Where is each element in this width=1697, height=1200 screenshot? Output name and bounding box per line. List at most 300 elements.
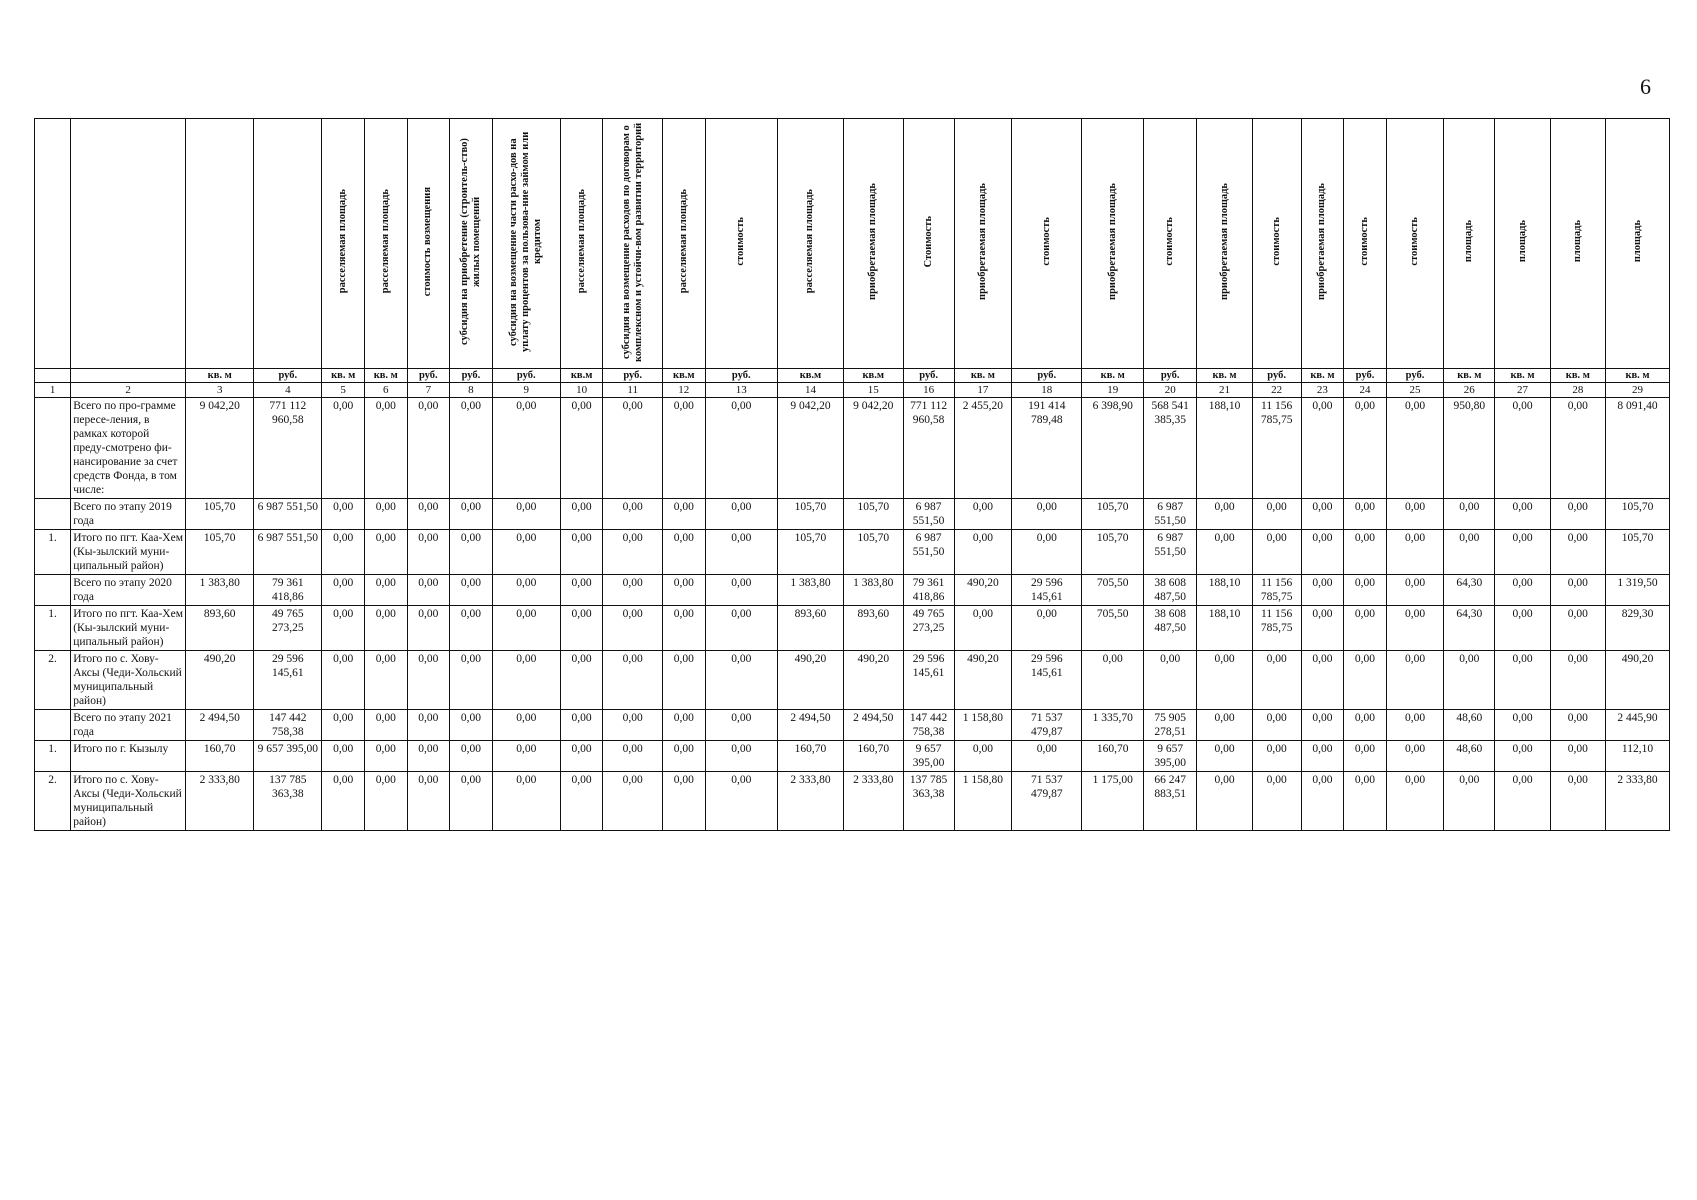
value-cell: 705,50 <box>1082 606 1144 651</box>
value-cell: 105,70 <box>186 530 254 575</box>
value-cell: 0,00 <box>1386 710 1443 741</box>
value-cell: 0,00 <box>1444 651 1495 710</box>
value-cell: 490,20 <box>954 575 1011 606</box>
value-cell: 6 987 551,50 <box>903 530 954 575</box>
value-cell: 0,00 <box>492 651 560 710</box>
value-cell: 38 608 487,50 <box>1144 606 1197 651</box>
value-cell: 2 494,50 <box>777 710 843 741</box>
value-cell: 0,00 <box>407 606 450 651</box>
value-cell: 6 987 551,50 <box>1144 530 1197 575</box>
column-number-cell: 22 <box>1252 383 1301 398</box>
value-cell: 71 537 479,87 <box>1012 772 1082 831</box>
value-cell: 950,80 <box>1444 398 1495 499</box>
value-cell: 29 596 145,61 <box>903 651 954 710</box>
column-header-label: субсидия на возмещение части расхо-дов на уплату процентов за пользова-ние займом или кредитом <box>508 131 544 352</box>
value-cell: 0,00 <box>560 530 603 575</box>
value-cell: 9 042,20 <box>186 398 254 499</box>
header-cell <box>954 119 1011 369</box>
value-cell: 1 319,50 <box>1606 575 1670 606</box>
value-cell: 0,00 <box>1197 530 1252 575</box>
table-row <box>35 651 1670 710</box>
unit-cell: кв. м <box>1444 369 1495 383</box>
column-header-label: приобретаемая площадь <box>1218 183 1230 300</box>
value-cell: 0,00 <box>1301 499 1344 530</box>
value-cell: 0,00 <box>364 530 407 575</box>
value-cell: 6 987 551,50 <box>903 499 954 530</box>
value-cell: 188,10 <box>1197 398 1252 499</box>
value-cell: 0,00 <box>603 530 663 575</box>
value-cell: 0,00 <box>492 741 560 772</box>
value-cell: 0,00 <box>322 651 365 710</box>
value-cell: 0,00 <box>954 606 1011 651</box>
value-cell: 893,60 <box>777 606 843 651</box>
column-number-cell: 13 <box>705 383 777 398</box>
value-cell: 9 657 395,00 <box>903 741 954 772</box>
value-cell: 0,00 <box>1495 575 1550 606</box>
unit-cell: кв. м <box>1606 369 1670 383</box>
column-number-cell: 5 <box>322 383 365 398</box>
unit-cell: кв. м <box>1082 369 1144 383</box>
unit-cell: кв.м <box>560 369 603 383</box>
value-cell: 105,70 <box>186 499 254 530</box>
column-number-cell: 12 <box>663 383 706 398</box>
value-cell: 0,00 <box>1301 606 1344 651</box>
unit-cell: руб. <box>407 369 450 383</box>
value-cell: 0,00 <box>492 530 560 575</box>
value-cell: 0,00 <box>705 575 777 606</box>
value-cell: 6 987 551,50 <box>254 499 322 530</box>
value-cell: 0,00 <box>407 651 450 710</box>
value-cell: 0,00 <box>407 710 450 741</box>
value-cell: 0,00 <box>1550 741 1605 772</box>
value-cell: 0,00 <box>364 606 407 651</box>
value-cell: 0,00 <box>322 398 365 499</box>
value-cell: 0,00 <box>1386 398 1443 499</box>
value-cell: 0,00 <box>560 606 603 651</box>
column-header-label: расселяемая площадь <box>575 189 587 294</box>
resettlement-table <box>34 118 1670 831</box>
header-cell <box>1252 119 1301 369</box>
value-cell: 105,70 <box>777 499 843 530</box>
header-cell <box>843 119 903 369</box>
row-name: Итого по г. Кызылу <box>71 741 186 772</box>
column-header-label: площадь <box>1571 220 1583 263</box>
value-cell: 0,00 <box>364 651 407 710</box>
column-header-label: расселяемая площадь <box>804 189 816 294</box>
value-cell: 0,00 <box>705 606 777 651</box>
row-index: 2. <box>35 651 71 710</box>
value-cell: 0,00 <box>560 741 603 772</box>
unit-cell: руб. <box>450 369 493 383</box>
value-cell: 147 442 758,38 <box>254 710 322 741</box>
unit-cell: кв. м <box>186 369 254 383</box>
column-number-cell: 21 <box>1197 383 1252 398</box>
value-cell: 0,00 <box>560 772 603 831</box>
table-row <box>35 741 1670 772</box>
value-cell: 0,00 <box>322 530 365 575</box>
header-cell <box>492 119 560 369</box>
header-cell <box>1344 119 1387 369</box>
column-number-cell: 1 <box>35 383 71 398</box>
row-index <box>35 575 71 606</box>
value-cell: 79 361 418,86 <box>903 575 954 606</box>
value-cell: 0,00 <box>1012 530 1082 575</box>
value-cell: 0,00 <box>407 398 450 499</box>
value-cell: 0,00 <box>1197 772 1252 831</box>
unit-cell <box>35 369 71 383</box>
column-header-label: расселяемая площадь <box>337 189 349 294</box>
value-cell: 0,00 <box>1495 741 1550 772</box>
row-name: Итого по пгт. Каа-Хем (Кы-зылский муни-ципальный район) <box>71 530 186 575</box>
header-cell <box>603 119 663 369</box>
column-number-cell: 16 <box>903 383 954 398</box>
value-cell: 105,70 <box>1082 499 1144 530</box>
value-cell: 0,00 <box>322 741 365 772</box>
page-number: 6 <box>1640 74 1651 99</box>
value-cell: 0,00 <box>1444 530 1495 575</box>
value-cell: 2 333,80 <box>1606 772 1670 831</box>
value-cell: 0,00 <box>450 575 493 606</box>
value-cell: 11 156 785,75 <box>1252 606 1301 651</box>
column-header-label: стоимость <box>1270 217 1282 266</box>
value-cell: 568 541 385,35 <box>1144 398 1197 499</box>
value-cell: 0,00 <box>1495 499 1550 530</box>
value-cell: 0,00 <box>954 741 1011 772</box>
value-cell: 0,00 <box>1344 530 1387 575</box>
column-number-cell: 20 <box>1144 383 1197 398</box>
column-number-cell: 6 <box>364 383 407 398</box>
column-number-row <box>35 383 1670 398</box>
value-cell: 0,00 <box>663 741 706 772</box>
unit-cell: кв.м <box>777 369 843 383</box>
value-cell: 0,00 <box>705 398 777 499</box>
header-cell <box>71 119 186 369</box>
value-cell: 2 455,20 <box>954 398 1011 499</box>
unit-cell: кв. м <box>1495 369 1550 383</box>
column-header-label: стоимость <box>1358 217 1370 266</box>
unit-cell: руб. <box>1012 369 1082 383</box>
unit-cell: кв.м <box>843 369 903 383</box>
value-cell: 0,00 <box>407 530 450 575</box>
column-header-label: стоимость <box>1409 217 1421 266</box>
value-cell: 0,00 <box>1550 606 1605 651</box>
table-row <box>35 606 1670 651</box>
unit-cell: руб. <box>903 369 954 383</box>
value-cell: 0,00 <box>1301 772 1344 831</box>
value-cell: 0,00 <box>603 741 663 772</box>
value-cell: 0,00 <box>492 772 560 831</box>
value-cell: 829,30 <box>1606 606 1670 651</box>
column-number-cell: 4 <box>254 383 322 398</box>
value-cell: 0,00 <box>1386 530 1443 575</box>
value-cell: 0,00 <box>1252 499 1301 530</box>
value-cell: 160,70 <box>777 741 843 772</box>
value-cell: 0,00 <box>1550 530 1605 575</box>
value-cell: 0,00 <box>1386 499 1443 530</box>
column-header-label: приобретаемая площадь <box>1316 183 1328 300</box>
value-cell: 0,00 <box>450 741 493 772</box>
value-cell: 0,00 <box>1252 530 1301 575</box>
table-row <box>35 499 1670 530</box>
value-cell: 2 494,50 <box>843 710 903 741</box>
value-cell: 0,00 <box>705 499 777 530</box>
value-cell: 0,00 <box>1197 710 1252 741</box>
value-cell: 0,00 <box>322 575 365 606</box>
table-row <box>35 710 1670 741</box>
value-cell: 0,00 <box>1344 741 1387 772</box>
value-cell: 0,00 <box>364 575 407 606</box>
value-cell: 0,00 <box>364 710 407 741</box>
value-cell: 0,00 <box>705 741 777 772</box>
value-cell: 0,00 <box>663 710 706 741</box>
column-number-cell: 15 <box>843 383 903 398</box>
unit-cell: кв. м <box>1550 369 1605 383</box>
header-cell <box>322 119 365 369</box>
value-cell: 1 158,80 <box>954 772 1011 831</box>
value-cell: 49 765 273,25 <box>254 606 322 651</box>
value-cell: 9 042,20 <box>843 398 903 499</box>
table-row <box>35 575 1670 606</box>
value-cell: 0,00 <box>450 651 493 710</box>
value-cell: 29 596 145,61 <box>1012 575 1082 606</box>
header-cell <box>705 119 777 369</box>
column-number-cell: 14 <box>777 383 843 398</box>
value-cell: 0,00 <box>603 710 663 741</box>
value-cell: 0,00 <box>705 710 777 741</box>
value-cell: 105,70 <box>843 499 903 530</box>
row-name: Всего по про-грамме пересе-ления, в рамках которой преду-смотрено фи-нансирование за счет средств Фонда, в том числе: <box>71 398 186 499</box>
value-cell: 147 442 758,38 <box>903 710 954 741</box>
column-header-label: площадь <box>1463 220 1475 263</box>
unit-cell: руб. <box>705 369 777 383</box>
column-number-cell: 27 <box>1495 383 1550 398</box>
value-cell: 137 785 363,38 <box>254 772 322 831</box>
value-cell: 0,00 <box>1301 530 1344 575</box>
column-header-label: приобретаемая площадь <box>1106 183 1118 300</box>
value-cell: 0,00 <box>560 710 603 741</box>
value-cell: 188,10 <box>1197 575 1252 606</box>
header-cell <box>1301 119 1344 369</box>
value-cell: 0,00 <box>1550 575 1605 606</box>
value-cell: 0,00 <box>1550 710 1605 741</box>
value-cell: 0,00 <box>1344 710 1387 741</box>
value-cell: 0,00 <box>1386 651 1443 710</box>
value-cell: 137 785 363,38 <box>903 772 954 831</box>
header-cell <box>777 119 843 369</box>
value-cell: 0,00 <box>663 499 706 530</box>
value-cell: 1 335,70 <box>1082 710 1144 741</box>
unit-cell: кв. м <box>364 369 407 383</box>
value-cell: 0,00 <box>1386 575 1443 606</box>
row-name: Итого по пгт. Каа-Хем (Кы-зылский муни-ципальный район) <box>71 606 186 651</box>
value-cell: 0,00 <box>954 499 1011 530</box>
column-header-label: расселяемая площадь <box>379 189 391 294</box>
value-cell: 0,00 <box>1301 398 1344 499</box>
value-cell: 1 158,80 <box>954 710 1011 741</box>
value-cell: 0,00 <box>492 575 560 606</box>
value-cell: 0,00 <box>450 710 493 741</box>
value-cell: 0,00 <box>492 499 560 530</box>
value-cell: 11 156 785,75 <box>1252 398 1301 499</box>
column-header-label: приобретаемая площадь <box>867 183 879 300</box>
value-cell: 0,00 <box>1012 741 1082 772</box>
value-cell: 105,70 <box>1606 530 1670 575</box>
value-cell: 11 156 785,75 <box>1252 575 1301 606</box>
value-cell: 9 042,20 <box>777 398 843 499</box>
value-cell: 0,00 <box>560 651 603 710</box>
value-cell: 105,70 <box>1606 499 1670 530</box>
value-cell: 0,00 <box>663 575 706 606</box>
column-header-label: субсидия на возмещение расходов по договорам о комплексном и устойчи-вом развитии территорий <box>620 121 644 362</box>
column-number-cell: 23 <box>1301 383 1344 398</box>
unit-cell: кв. м <box>1301 369 1344 383</box>
row-index: 1. <box>35 741 71 772</box>
column-number-cell: 9 <box>492 383 560 398</box>
unit-cell: руб. <box>1386 369 1443 383</box>
value-cell: 0,00 <box>322 499 365 530</box>
header-cell <box>560 119 603 369</box>
value-cell: 0,00 <box>1012 499 1082 530</box>
value-cell: 0,00 <box>364 398 407 499</box>
value-cell: 79 361 418,86 <box>254 575 322 606</box>
value-cell: 2 494,50 <box>186 710 254 741</box>
header-cell <box>1144 119 1197 369</box>
value-cell: 0,00 <box>1386 741 1443 772</box>
header-cell <box>663 119 706 369</box>
column-header-label: стоимость <box>1164 217 1176 266</box>
column-header-label: стоимость <box>1040 217 1052 266</box>
value-cell: 0,00 <box>1344 651 1387 710</box>
header-cell <box>254 119 322 369</box>
value-cell: 0,00 <box>407 575 450 606</box>
value-cell: 490,20 <box>843 651 903 710</box>
row-index <box>35 398 71 499</box>
value-cell: 0,00 <box>1344 499 1387 530</box>
value-cell: 0,00 <box>407 772 450 831</box>
header-cell <box>1606 119 1670 369</box>
unit-cell: кв. м <box>1197 369 1252 383</box>
value-cell: 0,00 <box>450 772 493 831</box>
unit-cell: руб. <box>603 369 663 383</box>
value-cell: 0,00 <box>1301 575 1344 606</box>
unit-cell: кв. м <box>954 369 1011 383</box>
value-cell: 1 175,00 <box>1082 772 1144 831</box>
column-header-label: площадь <box>1631 220 1643 263</box>
row-name: Всего по этапу 2020 года <box>71 575 186 606</box>
value-cell: 0,00 <box>1495 651 1550 710</box>
value-cell: 893,60 <box>843 606 903 651</box>
value-cell: 191 414 789,48 <box>1012 398 1082 499</box>
table-row <box>35 398 1670 499</box>
value-cell: 0,00 <box>492 606 560 651</box>
value-cell: 0,00 <box>1344 606 1387 651</box>
header-cell <box>1495 119 1550 369</box>
value-cell: 0,00 <box>1495 772 1550 831</box>
header-cell <box>903 119 954 369</box>
value-cell: 0,00 <box>492 710 560 741</box>
value-cell: 0,00 <box>1301 651 1344 710</box>
column-number-cell: 11 <box>603 383 663 398</box>
value-cell: 6 987 551,50 <box>254 530 322 575</box>
column-number-cell: 28 <box>1550 383 1605 398</box>
value-cell: 1 383,80 <box>186 575 254 606</box>
value-cell: 0,00 <box>364 772 407 831</box>
column-number-cell: 8 <box>450 383 493 398</box>
value-cell: 490,20 <box>954 651 1011 710</box>
value-cell: 64,30 <box>1444 575 1495 606</box>
column-header-label: субсидия на приобретение (строитель-ство) жилых помещений <box>458 138 482 345</box>
column-header-label: Стоимость <box>922 215 934 268</box>
row-name: Всего по этапу 2019 года <box>71 499 186 530</box>
value-cell: 0,00 <box>1082 651 1144 710</box>
value-cell: 0,00 <box>705 772 777 831</box>
value-cell: 105,70 <box>777 530 843 575</box>
header-cell <box>1444 119 1495 369</box>
value-cell: 0,00 <box>450 530 493 575</box>
value-cell: 9 657 395,00 <box>254 741 322 772</box>
value-cell: 48,60 <box>1444 710 1495 741</box>
value-cell: 8 091,40 <box>1606 398 1670 499</box>
value-cell: 0,00 <box>322 606 365 651</box>
value-cell: 2 445,90 <box>1606 710 1670 741</box>
unit-cell <box>71 369 186 383</box>
value-cell: 0,00 <box>322 772 365 831</box>
column-header-label: стоимость возмещения <box>422 186 434 297</box>
value-cell: 0,00 <box>1197 499 1252 530</box>
header-cell <box>407 119 450 369</box>
value-cell: 0,00 <box>1252 741 1301 772</box>
value-cell: 160,70 <box>186 741 254 772</box>
value-cell: 0,00 <box>603 606 663 651</box>
value-cell: 0,00 <box>603 575 663 606</box>
unit-cell: руб. <box>492 369 560 383</box>
value-cell: 0,00 <box>1252 710 1301 741</box>
value-cell: 0,00 <box>560 575 603 606</box>
column-header-label: площадь <box>1516 220 1528 263</box>
value-cell: 0,00 <box>1012 606 1082 651</box>
value-cell: 0,00 <box>603 398 663 499</box>
value-cell: 1 383,80 <box>777 575 843 606</box>
value-cell: 0,00 <box>1301 710 1344 741</box>
header-cell <box>1197 119 1252 369</box>
value-cell: 771 112 960,58 <box>903 398 954 499</box>
column-number-cell: 24 <box>1344 383 1387 398</box>
value-cell: 9 657 395,00 <box>1144 741 1197 772</box>
value-cell: 0,00 <box>364 741 407 772</box>
value-cell: 0,00 <box>322 710 365 741</box>
value-cell: 0,00 <box>450 398 493 499</box>
row-name: Всего по этапу 2021 года <box>71 710 186 741</box>
row-index <box>35 499 71 530</box>
value-cell: 2 333,80 <box>843 772 903 831</box>
column-number-cell: 3 <box>186 383 254 398</box>
header-cell <box>364 119 407 369</box>
column-number-cell: 17 <box>954 383 1011 398</box>
value-cell: 0,00 <box>603 772 663 831</box>
value-cell: 705,50 <box>1082 575 1144 606</box>
header-cell <box>1386 119 1443 369</box>
column-header-label: приобретаемая площадь <box>976 183 988 300</box>
header-cell <box>35 119 71 369</box>
value-cell: 188,10 <box>1197 606 1252 651</box>
value-cell: 75 905 278,51 <box>1144 710 1197 741</box>
value-cell: 6 398,90 <box>1082 398 1144 499</box>
value-cell: 160,70 <box>1082 741 1144 772</box>
column-number-cell: 25 <box>1386 383 1443 398</box>
value-cell: 0,00 <box>1495 606 1550 651</box>
unit-cell: руб. <box>1344 369 1387 383</box>
row-index <box>35 710 71 741</box>
